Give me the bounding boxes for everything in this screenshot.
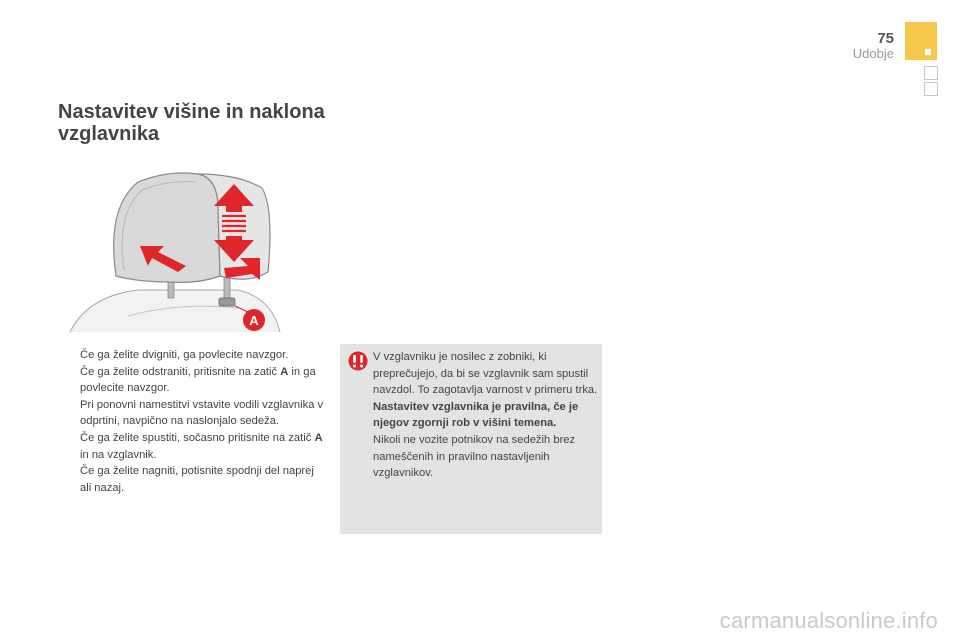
instruction-item: Pri ponovni namestitvi vstavite vodili vzglavnika v odprtini, navpično na naslonjalo sedeža. <box>80 398 324 428</box>
chapter-tab-empty-1[interactable] <box>924 66 938 80</box>
warning-text <box>373 349 599 482</box>
section-title: Nastavitev višine in naklona vzglavnika <box>58 101 325 145</box>
headrest-illustration <box>68 168 282 334</box>
post-collar-right <box>219 298 235 306</box>
chapter-tab-active[interactable] <box>905 22 937 60</box>
headrest-body <box>114 173 220 282</box>
chapter-title[interactable]: Udobje <box>852 46 894 61</box>
watermark[interactable]: carmanualsonline.info <box>719 608 938 633</box>
instruction-item: Če ga želite odstraniti, pritisnite na zatič A in ga povlecite navzgor. <box>80 365 316 395</box>
warning-icon <box>348 351 368 371</box>
warning-paragraph: Nikoli ne vozite potnikov na sedežih brez nameščenih in pravilno nastavljenih vzglavnikov. <box>373 433 576 480</box>
instruction-item: Če ga želite dvigniti, ga povlecite navzgor. <box>80 349 289 361</box>
tab-marker-icon <box>925 49 931 55</box>
page-number: 75 <box>877 30 894 47</box>
instruction-item: Če ga želite nagniti, potisnite spodnji del naprej ali nazaj. <box>80 465 314 494</box>
chapter-tab-empty-2[interactable] <box>924 82 938 96</box>
instruction-list <box>62 347 324 496</box>
callout-a-label: A <box>249 313 259 328</box>
warning-paragraph: V vzglavniku je nosilec z zobniki, ki preprečujejo, da bi se vzglavnik sam spustil navzdol. To zagotavlja varnost v primeru trka. <box>373 351 598 397</box>
instruction-item: Če ga želite spustiti, sočasno pritisnite na zatič A in na vzglavnik. <box>80 431 323 461</box>
warning-emphasis: Nastavitev vzglavnika je pravilna, če je njegov zgornji rob v višini temena. <box>373 400 579 430</box>
